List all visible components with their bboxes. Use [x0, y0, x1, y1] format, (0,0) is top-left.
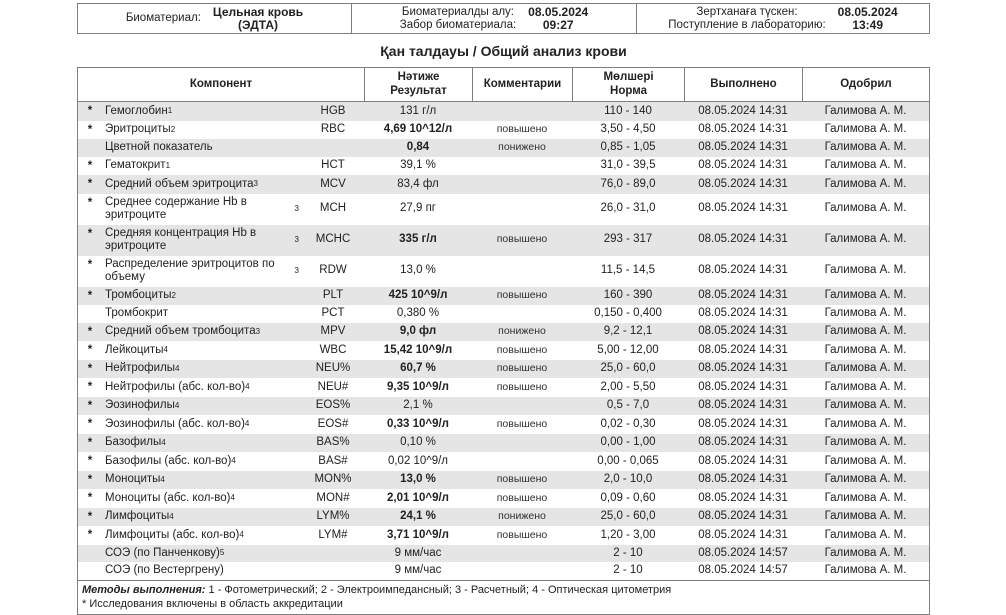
header-approved: Одобрил — [802, 68, 929, 101]
component-code: BAS% — [316, 436, 350, 448]
component-name-text: Моноциты (абс. кол-во) — [105, 491, 231, 504]
component-name: Моноциты 4 — [105, 473, 165, 485]
component-name — [102, 139, 302, 157]
table-row — [78, 415, 929, 434]
component-name-text: Нейтрофилы (абс. кол-во) — [105, 380, 246, 393]
norm-range: 293 - 317 — [603, 233, 653, 246]
norm-range: 25,0 - 60,0 — [600, 362, 656, 374]
result-value: 9,0 фл — [399, 325, 437, 337]
result-comment: повышено — [496, 362, 548, 374]
performed-datetime: 08.05.2024 14:31 — [698, 141, 788, 153]
component-code: RBC — [320, 123, 346, 135]
component-name: Гематокрит 1 — [105, 159, 171, 171]
header-component: Компонент — [189, 77, 253, 90]
table-row — [78, 121, 929, 140]
lab-arrival-label — [662, 6, 831, 32]
result-value: 0,84 — [406, 141, 430, 153]
component-name: Эозинофилы (абс. кол-во) 4 — [105, 417, 250, 430]
table-row — [78, 157, 929, 176]
performed-datetime: 08.05.2024 14:31 — [698, 177, 788, 190]
approved-by: Галимова А. М. — [824, 233, 907, 246]
table-row — [78, 305, 929, 323]
component-code: PCT — [321, 307, 345, 319]
approved-by: Галимова А. М. — [824, 307, 907, 319]
approved-by: Галимова А. М. — [824, 289, 907, 301]
result-comment: повышено — [496, 491, 548, 504]
accreditation-star: * — [87, 473, 93, 486]
accreditation-star — [78, 139, 102, 157]
accreditation-star: * — [87, 455, 93, 467]
sampling-cell — [351, 4, 636, 33]
component-name: Нейтрофилы (абс. кол-во) 4 — [105, 380, 250, 393]
approved-by: Галимова А. М. — [824, 546, 907, 559]
performed-datetime: 08.05.2024 14:31 — [698, 307, 788, 319]
accreditation-star: * — [87, 418, 93, 430]
approved-by: Галимова А. М. — [824, 528, 907, 541]
accreditation-star: * — [87, 510, 93, 523]
performed-datetime: 08.05.2024 14:57 — [698, 564, 788, 576]
component-name: Моноциты (абс. кол-во) 4 — [105, 491, 235, 504]
approved-by: Галимова А. М. — [824, 104, 907, 117]
methods-text: 1 - Фотометрический; 2 - Электроимпедансный; 3 - Расчетный; 4 - Оптическая цитометрия — [205, 583, 672, 596]
accreditation-star: * — [87, 105, 93, 117]
biomaterial-value-line1: Цельная кровь — [212, 4, 304, 19]
sampling-time: 09:27 — [542, 17, 574, 32]
approved-by: Галимова А. М. — [824, 454, 907, 467]
accreditation-star — [78, 305, 102, 323]
result-comment: повышено — [496, 123, 548, 135]
component-name: Гемоглобин 1 — [105, 104, 173, 117]
performed-datetime: 08.05.2024 14:31 — [698, 123, 788, 135]
biomaterial-cell — [78, 4, 351, 33]
norm-range: 110 - 140 — [604, 104, 652, 117]
performed-datetime: 08.05.2024 14:31 — [698, 491, 788, 504]
result-comment — [472, 256, 572, 287]
norm-range: 26,0 - 31,0 — [600, 202, 656, 215]
result-value: 13,0 % — [400, 264, 436, 277]
component-name-text: Лейкоциты — [105, 343, 164, 356]
component-name-text: Среднее содержание Hb в эритроците — [105, 195, 247, 221]
norm-range: 0,09 - 0,60 — [600, 491, 656, 504]
result-comment: понижено — [498, 510, 546, 522]
result-comment — [472, 545, 572, 563]
table-header-row — [78, 68, 929, 102]
component-name-text: СОЭ (по Панченкову) — [105, 546, 220, 559]
table-row — [78, 175, 929, 194]
component-name-text: Эритроциты — [105, 123, 171, 135]
header-norm-ru: Норма — [610, 84, 647, 97]
table-row — [78, 508, 929, 527]
result-comment — [472, 175, 572, 194]
approved-by: Галимова А. М. — [824, 473, 907, 485]
norm-range: 0,00 - 0,065 — [597, 454, 659, 467]
approved-by: Галимова А. М. — [824, 417, 907, 430]
component-name-text: Гематокрит — [105, 159, 166, 171]
header-result-kz: Нәтиже — [397, 71, 440, 83]
component-code: PLT — [322, 289, 344, 301]
table-row — [78, 562, 929, 580]
result-comment: повышено — [496, 417, 548, 430]
component-name-text: Лимфоциты — [105, 510, 170, 522]
component-code: MON# — [316, 491, 350, 504]
accreditation-star: * — [87, 289, 93, 302]
component-code: EOS% — [315, 399, 351, 411]
component-name: Эозинофилы 4 — [105, 399, 180, 411]
result-comment — [472, 397, 572, 416]
table-row — [78, 287, 929, 306]
table-row — [78, 102, 929, 121]
table-row — [78, 452, 929, 471]
component-name: Среднее содержание Hb в эритроците 3 — [105, 195, 299, 221]
performed-datetime: 08.05.2024 14:31 — [698, 417, 788, 430]
component-name-text: Базофилы — [105, 436, 162, 448]
table-row — [78, 489, 929, 508]
table-row — [78, 323, 929, 342]
result-value: 0,380 % — [396, 307, 440, 319]
performed-datetime: 08.05.2024 14:31 — [698, 233, 788, 246]
performed-datetime: 08.05.2024 14:31 — [698, 362, 788, 374]
component-name-text: Базофилы (абс. кол-во) — [105, 454, 232, 467]
component-name-text: Эозинофилы — [105, 399, 175, 411]
sampling-date: 08.05.2024 — [528, 4, 589, 19]
approved-by: Галимова А. М. — [824, 436, 907, 448]
accreditation-star: * — [87, 436, 93, 449]
component-code: LYM# — [318, 528, 348, 541]
approved-by: Галимова А. М. — [824, 491, 907, 504]
approved-by: Галимова А. М. — [824, 123, 907, 135]
sampling-label-kz: Биоматериалды алу: — [401, 5, 515, 18]
component-name-text: Тромбоциты — [105, 289, 172, 301]
approved-by: Галимова А. М. — [824, 177, 907, 190]
approved-by: Галимова А. М. — [824, 399, 907, 411]
header-performed: Выполнено — [684, 68, 802, 101]
lab-arrival-datetime — [832, 6, 904, 32]
norm-range: 5,00 - 12,00 — [597, 343, 659, 356]
accreditation-star: * — [87, 492, 93, 504]
accreditation-star: * — [87, 362, 93, 375]
result-value: 9 мм/час — [394, 564, 442, 576]
norm-range: 0,5 - 7,0 — [606, 399, 650, 411]
header-comments: Комментарии — [472, 68, 572, 101]
component-name — [102, 562, 302, 580]
result-value: 4,69 10^12/л — [383, 123, 453, 135]
table-row — [78, 471, 929, 490]
norm-range: 0,00 - 1,00 — [600, 436, 656, 448]
component-name-text: Нейтрофилы — [105, 362, 176, 374]
norm-range: 0,85 - 1,05 — [600, 141, 656, 153]
accreditation-star: * — [87, 159, 93, 172]
result-comment: повышено — [496, 528, 548, 541]
table-row — [78, 397, 929, 416]
table-row — [78, 526, 929, 545]
norm-range: 76,0 - 89,0 — [600, 177, 656, 190]
norm-range: 2,0 - 10,0 — [603, 473, 653, 485]
approved-by: Галимова А. М. — [824, 159, 907, 171]
table-row — [78, 545, 929, 563]
lab-report-document — [77, 3, 930, 615]
report-title: Қан талдауы / Общий анализ крови — [380, 43, 627, 59]
result-value: 9,35 10^9/л — [387, 380, 449, 393]
approved-by: Галимова А. М. — [824, 264, 907, 277]
results-table — [77, 67, 930, 615]
component-name-text: СОЭ (по Вестергрену) — [105, 564, 224, 576]
norm-range: 25,0 - 60,0 — [600, 510, 656, 522]
accreditation-star: * — [87, 196, 93, 209]
performed-datetime: 08.05.2024 14:31 — [698, 473, 788, 485]
header-result — [364, 68, 472, 101]
table-row — [78, 225, 929, 256]
table-body — [78, 102, 929, 580]
performed-datetime: 08.05.2024 14:31 — [698, 159, 788, 171]
result-value: 60,7 % — [400, 362, 436, 374]
result-comment — [472, 434, 572, 453]
table-row — [78, 360, 929, 379]
component-name-text: Цветной показатель — [105, 141, 213, 153]
table-row — [78, 194, 929, 225]
lab-arrival-label-kz: Зертханаға түскен: — [696, 5, 798, 18]
result-value: 83,4 фл — [397, 177, 439, 190]
result-comment: повышено — [496, 473, 548, 485]
norm-range: 0,150 - 0,400 — [594, 307, 662, 319]
performed-datetime: 08.05.2024 14:31 — [698, 510, 788, 522]
accreditation-star: * — [87, 344, 93, 356]
performed-datetime: 08.05.2024 14:57 — [698, 546, 788, 559]
result-value: 0,10 % — [400, 436, 436, 448]
header-result-ru: Результат — [390, 84, 447, 97]
result-value: 9 мм/час — [394, 546, 442, 559]
result-comment — [472, 157, 572, 176]
component-code: NEU# — [317, 380, 349, 393]
lab-arrival-cell — [636, 4, 929, 33]
component-name — [102, 305, 302, 323]
table-row — [78, 139, 929, 157]
result-value: 0,33 10^9/л — [387, 417, 449, 430]
approved-by: Галимова А. М. — [824, 343, 907, 356]
performed-datetime: 08.05.2024 14:31 — [698, 436, 788, 448]
methods-line — [82, 583, 925, 597]
component-code: EOS# — [317, 417, 349, 430]
sampling-datetime — [522, 6, 594, 32]
header-norm — [572, 68, 684, 101]
result-comment: повышено — [496, 233, 548, 246]
component-name: Нейтрофилы 4 — [105, 362, 180, 374]
table-row — [78, 341, 929, 360]
component-name-text: Гемоглобин — [105, 104, 168, 117]
approved-by: Галимова А. М. — [824, 510, 907, 522]
accreditation-star: * — [87, 227, 93, 240]
table-footer — [78, 580, 929, 614]
accreditation-star: * — [87, 381, 93, 393]
component-code — [302, 139, 364, 157]
component-name: Лимфоциты (абс. кол-во) 4 — [105, 528, 244, 541]
accreditation-star: * — [87, 178, 93, 190]
performed-datetime: 08.05.2024 14:31 — [698, 528, 788, 541]
performed-datetime: 08.05.2024 14:31 — [698, 380, 788, 393]
norm-range: 2 - 10 — [613, 564, 643, 576]
component-code: MCH — [319, 202, 347, 215]
accreditation-note: * Исследования включены в область аккредитации — [82, 597, 343, 610]
norm-range: 2,00 - 5,50 — [600, 380, 656, 393]
approved-by: Галимова А. М. — [824, 325, 907, 337]
component-name: Лимфоциты 4 — [105, 510, 174, 522]
component-name-text: Средний объем тромбоцита — [105, 325, 256, 337]
performed-datetime: 08.05.2024 14:31 — [698, 289, 788, 301]
approved-by: Галимова А. М. — [824, 380, 907, 393]
approved-by: Галимова А. М. — [824, 202, 907, 215]
result-comment — [472, 194, 572, 225]
component-name-text: Средний объем эритроцита — [105, 177, 254, 190]
component-name: СОЭ (по Панченкову) 5 — [105, 546, 225, 559]
header-norm-kz: Мөлшері — [603, 71, 654, 83]
biomaterial-value — [207, 6, 309, 32]
result-value: 24,1 % — [400, 510, 436, 522]
result-comment: повышено — [496, 380, 548, 393]
performed-datetime: 08.05.2024 14:31 — [698, 202, 788, 215]
sampling-label-ru: Забор биоматериала: — [399, 18, 517, 31]
component-name: Базофилы 4 — [105, 436, 166, 448]
performed-datetime: 08.05.2024 14:31 — [698, 343, 788, 356]
norm-range: 3,50 - 4,50 — [600, 123, 656, 135]
component-code: NEU% — [315, 362, 351, 374]
norm-range: 11,5 - 14,5 — [600, 264, 656, 277]
result-comment — [472, 562, 572, 580]
norm-range: 0,02 - 0,30 — [600, 417, 656, 430]
component-name-text: Эозинофилы (абс. кол-во) — [105, 417, 245, 430]
biomaterial-label: Биоматериал: — [125, 12, 201, 24]
accreditation-star — [78, 545, 102, 563]
component-code: MON% — [314, 473, 352, 485]
result-comment: понижено — [498, 325, 546, 337]
result-value: 39,1 % — [400, 159, 436, 171]
biomaterial-value-line2: (ЭДТА) — [238, 17, 279, 32]
component-code: MCV — [320, 177, 346, 190]
result-value: 425 10^9/л — [388, 289, 448, 301]
accreditation-star: * — [87, 258, 93, 271]
component-name-text: Тромбокрит — [105, 307, 169, 319]
lab-arrival-label-ru: Поступление в лабораторию: — [668, 18, 826, 31]
result-comment: понижено — [498, 141, 546, 153]
component-code: HGB — [320, 104, 346, 117]
result-comment: повышено — [496, 289, 548, 301]
performed-datetime: 08.05.2024 14:31 — [698, 325, 788, 337]
result-value: 335 г/л — [399, 233, 437, 246]
accreditation-star: * — [87, 123, 93, 136]
component-name-text: Лимфоциты (абс. кол-во) — [105, 528, 240, 541]
component-name: Тромбоциты 2 — [105, 289, 176, 301]
sampling-label — [394, 6, 522, 32]
result-value: 27,9 пг — [400, 202, 436, 215]
norm-range: 160 - 390 — [603, 289, 653, 301]
component-code: LYM% — [316, 510, 350, 522]
result-comment — [472, 305, 572, 323]
result-value: 131 г/л — [399, 104, 437, 117]
component-code: HCT — [321, 159, 345, 171]
result-value: 3,71 10^9/л — [387, 528, 449, 541]
component-name-text: Распределение эритроцитов по объему — [105, 257, 275, 283]
table-row — [78, 434, 929, 453]
norm-range: 2 - 10 — [613, 546, 643, 559]
result-value: 2,01 10^9/л — [387, 491, 449, 504]
component-name: Базофилы (абс. кол-во) 4 — [105, 454, 236, 467]
norm-range: 1,20 - 3,00 — [600, 528, 656, 541]
performed-datetime: 08.05.2024 14:31 — [698, 264, 788, 277]
performed-datetime: 08.05.2024 14:31 — [698, 104, 788, 117]
result-value: 2,1 % — [403, 399, 433, 411]
norm-range: 9,2 - 12,1 — [603, 325, 653, 337]
table-row — [78, 256, 929, 287]
approved-by: Галимова А. М. — [824, 564, 907, 576]
component-code — [302, 562, 364, 580]
component-name: Средний объем эритроцита 3 — [105, 177, 258, 190]
result-value: 13,0 % — [400, 473, 436, 485]
component-code: WBC — [319, 343, 347, 356]
result-comment — [472, 102, 572, 121]
component-name: Распределение эритроцитов по объему 3 — [105, 257, 299, 283]
approved-by: Галимова А. М. — [824, 362, 907, 374]
component-code: MCHC — [315, 233, 351, 246]
component-name: Эритроциты 2 — [105, 123, 176, 135]
result-comment — [472, 452, 572, 471]
methods-label: Методы выполнения: — [82, 583, 206, 596]
component-code: RDW — [319, 264, 347, 277]
result-value: 0,02 10^9/л — [387, 454, 449, 467]
performed-datetime: 08.05.2024 14:31 — [698, 399, 788, 411]
performed-datetime: 08.05.2024 14:31 — [698, 454, 788, 467]
component-name-text: Моноциты — [105, 473, 161, 485]
norm-range: 31,0 - 39,5 — [600, 159, 656, 171]
accreditation-star: * — [87, 529, 93, 541]
lab-arrival-date: 08.05.2024 — [837, 4, 898, 19]
accreditation-star: * — [87, 325, 93, 338]
table-row — [78, 378, 929, 397]
approved-by: Галимова А. М. — [824, 141, 907, 153]
component-name: Средний объем тромбоцита 3 — [105, 325, 261, 337]
component-code: BAS# — [318, 454, 348, 467]
accreditation-star: * — [87, 399, 93, 412]
component-code — [302, 545, 364, 563]
component-name-text: Средняя концентрация Hb в эритроците — [105, 226, 257, 252]
component-name: Средняя концентрация Hb в эритроците 3 — [105, 226, 299, 252]
result-comment: повышено — [496, 343, 548, 356]
accreditation-star — [78, 562, 102, 580]
lab-arrival-time: 13:49 — [852, 17, 884, 32]
component-code: MPV — [320, 325, 346, 337]
result-value: 15,42 10^9/л — [383, 343, 453, 356]
component-name: Лейкоциты 4 — [105, 343, 168, 356]
biomaterial-info-bar — [77, 3, 930, 34]
